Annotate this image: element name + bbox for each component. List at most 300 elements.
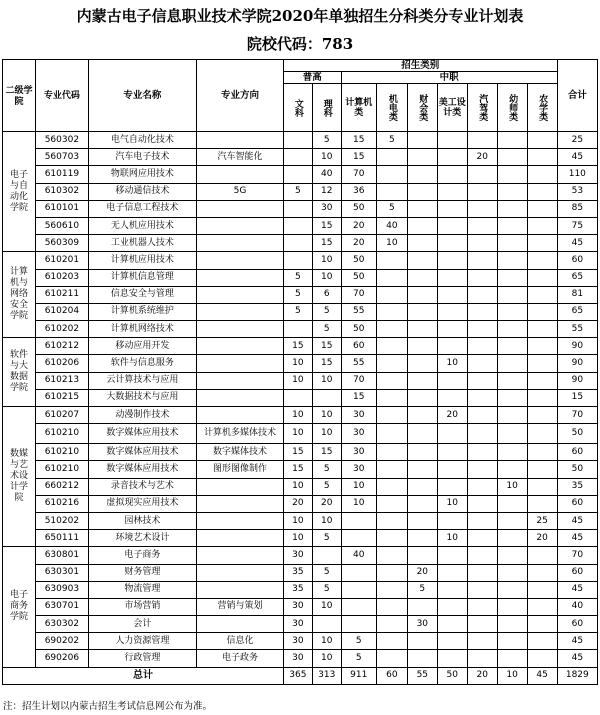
quota-cell	[407, 149, 437, 166]
grand-total-label: 总计	[3, 667, 284, 684]
quota-cell	[527, 183, 557, 200]
table-row	[3, 149, 598, 166]
quota-cell: 10	[312, 372, 341, 389]
table-row	[3, 616, 598, 633]
quota-cell	[407, 166, 437, 183]
major-direction-cell: 5G	[197, 183, 284, 200]
quota-cell	[497, 495, 527, 512]
quota-cell	[497, 303, 527, 320]
table-body	[3, 132, 598, 685]
quota-cell: 55	[341, 355, 376, 372]
row-total-cell: 25	[557, 132, 597, 149]
major-name-cell: 电子信息工程技术	[88, 200, 196, 217]
quota-cell	[437, 303, 467, 320]
quota-cell	[497, 407, 527, 424]
quota-cell	[407, 321, 437, 338]
row-total-cell: 45	[557, 512, 597, 529]
header-vocational: 中职	[341, 72, 557, 84]
quota-cell	[376, 530, 407, 547]
quota-cell	[376, 581, 407, 598]
quota-cell	[467, 200, 497, 217]
quota-cell: 15	[341, 149, 376, 166]
major-name-cell: 大数据技术与应用	[88, 389, 196, 406]
row-total-cell: 45	[557, 235, 597, 252]
quota-cell: 5	[312, 581, 341, 598]
header-wenke: 文科	[283, 84, 312, 132]
grand-total-cell: 313	[312, 667, 341, 684]
quota-cell	[407, 547, 437, 564]
quota-cell	[376, 633, 407, 650]
quota-cell	[467, 269, 497, 286]
major-direction-cell: 营销与策划	[197, 598, 284, 615]
quota-cell	[467, 633, 497, 650]
quota-cell	[376, 616, 407, 633]
major-direction-cell: 计算机多媒体技术	[197, 424, 284, 444]
row-total-cell: 45	[557, 650, 597, 667]
quota-cell	[437, 616, 467, 633]
quota-cell: 10	[312, 512, 341, 529]
quota-cell: 20	[341, 217, 376, 234]
college-cell: 数媒与艺术设计学院	[3, 407, 36, 547]
header-code: 专业代码	[36, 60, 89, 132]
quota-cell: 30	[341, 424, 376, 444]
table-row	[3, 598, 598, 615]
row-total-cell: 55	[557, 321, 597, 338]
row-total-cell: 90	[557, 372, 597, 389]
quota-cell	[407, 200, 437, 217]
major-direction-cell: 电子政务	[197, 650, 284, 667]
quota-cell	[467, 547, 497, 564]
major-direction-cell	[197, 235, 284, 252]
major-code-cell: 630801	[36, 547, 89, 564]
major-name-cell: 物流管理	[88, 581, 196, 598]
quota-cell	[407, 424, 437, 444]
major-direction-cell	[197, 547, 284, 564]
quota-cell: 15	[341, 132, 376, 149]
quota-cell	[497, 235, 527, 252]
table-row	[3, 547, 598, 564]
major-name-cell: 数字媒体应用技术	[88, 461, 196, 478]
major-direction-cell	[197, 581, 284, 598]
quota-cell	[437, 444, 467, 461]
quota-cell	[376, 372, 407, 389]
row-total-cell: 110	[557, 166, 597, 183]
quota-cell: 5	[283, 183, 312, 200]
quota-cell	[497, 444, 527, 461]
quota-cell	[497, 252, 527, 269]
quota-cell	[437, 547, 467, 564]
table-row	[3, 444, 598, 461]
quota-cell: 36	[341, 183, 376, 200]
major-direction-cell	[197, 389, 284, 406]
quota-cell	[467, 132, 497, 149]
quota-cell	[437, 633, 467, 650]
quota-cell	[407, 286, 437, 303]
quota-cell	[497, 547, 527, 564]
major-name-cell: 录音技术与艺术	[88, 478, 196, 495]
table-row	[3, 355, 598, 372]
quota-cell	[497, 530, 527, 547]
quota-cell	[497, 149, 527, 166]
quota-cell: 10	[312, 633, 341, 650]
major-direction-cell	[197, 321, 284, 338]
quota-cell: 20	[407, 564, 437, 581]
quota-cell	[467, 616, 497, 633]
major-name-cell: 计算机应用技术	[88, 252, 196, 269]
header-name: 专业名称	[88, 60, 196, 132]
quota-cell: 35	[283, 581, 312, 598]
quota-cell: 70	[341, 286, 376, 303]
quota-cell: 10	[341, 478, 376, 495]
major-name-cell: 数字媒体应用技术	[88, 444, 196, 461]
quota-cell: 10	[312, 269, 341, 286]
quota-cell	[376, 444, 407, 461]
table-row	[3, 478, 598, 495]
quota-cell: 55	[341, 303, 376, 320]
quota-cell	[467, 461, 497, 478]
major-code-cell: 630301	[36, 564, 89, 581]
major-code-cell: 610302	[36, 183, 89, 200]
quota-cell: 25	[527, 512, 557, 529]
quota-cell: 10	[283, 372, 312, 389]
quota-cell	[437, 235, 467, 252]
major-name-cell: 会计	[88, 616, 196, 633]
major-code-cell: 660212	[36, 478, 89, 495]
major-code-cell: 560309	[36, 235, 89, 252]
row-total-cell: 90	[557, 338, 597, 355]
quota-cell	[376, 355, 407, 372]
quota-cell: 10	[497, 478, 527, 495]
quota-cell	[407, 355, 437, 372]
quota-cell: 5	[407, 581, 437, 598]
quota-cell	[437, 321, 467, 338]
table-row	[3, 372, 598, 389]
table-row	[3, 132, 598, 149]
quota-cell	[527, 149, 557, 166]
table-row	[3, 269, 598, 286]
quota-cell	[376, 321, 407, 338]
major-code-cell: 560703	[36, 149, 89, 166]
quota-cell: 10	[312, 598, 341, 615]
quota-cell: 30	[341, 444, 376, 461]
row-total-cell: 85	[557, 200, 597, 217]
major-name-cell: 工业机器人技术	[88, 235, 196, 252]
major-direction-cell: 信息化	[197, 633, 284, 650]
quota-cell: 10	[283, 530, 312, 547]
quota-cell: 70	[341, 166, 376, 183]
quota-cell: 5	[283, 303, 312, 320]
quota-cell	[341, 512, 376, 529]
major-name-cell: 无人机应用技术	[88, 217, 196, 234]
quota-cell: 5	[376, 132, 407, 149]
quota-cell	[467, 252, 497, 269]
major-code-cell: 610210	[36, 424, 89, 444]
quota-cell	[497, 132, 527, 149]
quota-cell	[376, 598, 407, 615]
quota-cell: 40	[341, 547, 376, 564]
table-row	[3, 389, 598, 406]
quota-cell: 30	[283, 650, 312, 667]
quota-cell	[497, 389, 527, 406]
quota-cell	[341, 564, 376, 581]
grand-total-cell: 55	[407, 667, 437, 684]
quota-cell	[376, 166, 407, 183]
quota-cell: 35	[283, 564, 312, 581]
quota-cell: 10	[283, 424, 312, 444]
major-code-cell: 560302	[36, 132, 89, 149]
quota-cell	[467, 355, 497, 372]
row-total-cell: 35	[557, 478, 597, 495]
row-total-cell: 40	[557, 598, 597, 615]
table-row	[3, 286, 598, 303]
quota-cell	[437, 217, 467, 234]
major-code-cell: 690202	[36, 633, 89, 650]
quota-cell	[437, 183, 467, 200]
major-name-cell: 人力资源管理	[88, 633, 196, 650]
header-total: 合计	[557, 60, 597, 132]
quota-cell	[407, 389, 437, 406]
quota-cell	[497, 200, 527, 217]
quota-cell: 5	[312, 461, 341, 478]
quota-cell	[527, 478, 557, 495]
quota-cell	[467, 303, 497, 320]
quota-cell	[437, 581, 467, 598]
row-total-cell: 75	[557, 217, 597, 234]
major-name-cell: 云计算技术与应用	[88, 372, 196, 389]
major-direction-cell	[197, 530, 284, 547]
major-code-cell: 610206	[36, 355, 89, 372]
quota-cell	[407, 633, 437, 650]
college-cell: 电子与自动化学院	[3, 132, 36, 252]
quota-cell	[467, 581, 497, 598]
major-code-cell: 610204	[36, 303, 89, 320]
quota-cell	[312, 547, 341, 564]
major-direction-cell	[197, 338, 284, 355]
major-code-cell: 610210	[36, 444, 89, 461]
major-name-cell: 软件与信息服务	[88, 355, 196, 372]
quota-cell: 10	[437, 495, 467, 512]
row-total-cell: 70	[557, 547, 597, 564]
quota-cell: 50	[341, 269, 376, 286]
header-meigong: 美工设计类	[437, 84, 467, 132]
major-name-cell: 动漫制作技术	[88, 407, 196, 424]
major-direction-cell	[197, 495, 284, 512]
quota-cell	[497, 338, 527, 355]
quota-cell	[437, 512, 467, 529]
grand-total-cell: 50	[437, 667, 467, 684]
major-code-cell: 610211	[36, 286, 89, 303]
quota-cell	[283, 166, 312, 183]
quota-cell	[467, 407, 497, 424]
quota-cell	[467, 217, 497, 234]
quota-cell	[407, 132, 437, 149]
quota-cell: 10	[312, 252, 341, 269]
quota-cell	[376, 269, 407, 286]
quota-cell	[437, 269, 467, 286]
quota-cell	[376, 407, 407, 424]
quota-cell: 30	[312, 200, 341, 217]
table-row	[3, 321, 598, 338]
quota-cell	[497, 166, 527, 183]
quota-cell	[467, 372, 497, 389]
row-total-cell: 50	[557, 461, 597, 478]
grand-total-cell: 365	[283, 667, 312, 684]
quota-cell: 5	[341, 633, 376, 650]
major-code-cell: 610215	[36, 389, 89, 406]
major-direction-cell: 数字媒体技术	[197, 444, 284, 461]
major-direction-cell	[197, 217, 284, 234]
table-row	[3, 252, 598, 269]
major-code-cell: 630701	[36, 598, 89, 615]
quota-cell	[407, 252, 437, 269]
major-name-cell: 信息安全与管理	[88, 286, 196, 303]
header-like: 理科	[312, 84, 341, 132]
major-code-cell: 630302	[36, 616, 89, 633]
quota-cell	[467, 183, 497, 200]
table-row	[3, 235, 598, 252]
quota-cell	[527, 217, 557, 234]
major-name-cell: 计算机网络技术	[88, 321, 196, 338]
quota-cell	[283, 252, 312, 269]
major-name-cell: 计算机信息管理	[88, 269, 196, 286]
quota-cell	[376, 478, 407, 495]
quota-cell: 30	[407, 616, 437, 633]
quota-cell	[527, 407, 557, 424]
quota-cell: 10	[283, 355, 312, 372]
quota-cell	[497, 321, 527, 338]
quota-cell	[497, 355, 527, 372]
table-row	[3, 530, 598, 547]
header-jisuanji: 计算机类	[341, 84, 376, 132]
row-total-cell: 45	[557, 530, 597, 547]
quota-cell: 50	[341, 252, 376, 269]
quota-cell	[437, 286, 467, 303]
quota-cell	[407, 461, 437, 478]
quota-cell	[467, 564, 497, 581]
quota-cell	[376, 252, 407, 269]
quota-cell	[407, 407, 437, 424]
major-name-cell: 市场营销	[88, 598, 196, 615]
quota-cell: 6	[312, 286, 341, 303]
header-youshi: 幼师类	[497, 84, 527, 132]
quota-cell: 20	[341, 235, 376, 252]
quota-cell	[437, 166, 467, 183]
quota-cell	[341, 598, 376, 615]
quota-cell: 5	[341, 650, 376, 667]
quota-cell	[437, 252, 467, 269]
quota-cell	[437, 424, 467, 444]
quota-cell: 5	[312, 303, 341, 320]
quota-cell	[497, 650, 527, 667]
major-code-cell: 610203	[36, 269, 89, 286]
quota-cell	[283, 200, 312, 217]
table-row	[3, 650, 598, 667]
quota-cell	[341, 530, 376, 547]
quota-cell: 10	[376, 235, 407, 252]
table-row	[3, 512, 598, 529]
row-total-cell: 15	[557, 389, 597, 406]
quota-cell	[467, 235, 497, 252]
row-total-cell: 60	[557, 564, 597, 581]
quota-cell	[407, 598, 437, 615]
row-total-cell: 60	[557, 616, 597, 633]
quota-cell	[497, 512, 527, 529]
major-name-cell: 汽车电子技术	[88, 149, 196, 166]
quota-cell: 15	[283, 338, 312, 355]
quota-cell	[527, 303, 557, 320]
quota-cell	[283, 132, 312, 149]
quota-cell	[407, 338, 437, 355]
major-name-cell: 环境艺术设计	[88, 530, 196, 547]
quota-cell: 5	[376, 200, 407, 217]
header-nongxue: 农学类	[527, 84, 557, 132]
quota-cell	[312, 616, 341, 633]
row-total-cell: 81	[557, 286, 597, 303]
major-direction-cell	[197, 616, 284, 633]
major-code-cell: 560610	[36, 217, 89, 234]
header-jidian: 机电类	[376, 84, 407, 132]
quota-cell: 5	[283, 269, 312, 286]
quota-cell: 10	[283, 512, 312, 529]
quota-cell: 12	[312, 183, 341, 200]
quota-cell	[407, 478, 437, 495]
plan-table	[2, 59, 598, 685]
quota-cell	[467, 389, 497, 406]
quota-cell: 15	[312, 444, 341, 461]
quota-cell	[437, 149, 467, 166]
quota-cell	[467, 495, 497, 512]
quota-cell: 15	[283, 461, 312, 478]
major-code-cell: 610210	[36, 461, 89, 478]
quota-cell	[527, 564, 557, 581]
quota-cell: 30	[283, 598, 312, 615]
major-direction-cell	[197, 132, 284, 149]
quota-cell	[527, 132, 557, 149]
quota-cell	[527, 200, 557, 217]
quota-cell	[341, 616, 376, 633]
major-direction-cell	[197, 269, 284, 286]
major-direction-cell	[197, 372, 284, 389]
quota-cell	[467, 650, 497, 667]
quota-cell	[467, 530, 497, 547]
quota-cell: 20	[312, 495, 341, 512]
major-name-cell: 行政管理	[88, 650, 196, 667]
quota-cell	[437, 338, 467, 355]
quota-cell	[467, 598, 497, 615]
quota-cell	[407, 495, 437, 512]
quota-cell	[467, 424, 497, 444]
quota-cell	[497, 183, 527, 200]
quota-cell: 20	[467, 149, 497, 166]
quota-cell	[527, 269, 557, 286]
quota-cell: 20	[283, 495, 312, 512]
header-category: 招生类别	[283, 60, 557, 72]
row-total-cell: 70	[557, 407, 597, 424]
table-row	[3, 338, 598, 355]
quota-cell: 70	[341, 372, 376, 389]
page-title: 内蒙古电子信息职业技术学院2020年单独招生分科类分专业计划表	[76, 7, 524, 25]
table-row	[3, 183, 598, 200]
quota-cell	[527, 372, 557, 389]
row-total-cell: 45	[557, 581, 597, 598]
grand-total-row	[3, 667, 598, 684]
quota-cell: 15	[312, 338, 341, 355]
major-name-cell: 物联网应用技术	[88, 166, 196, 183]
quota-cell	[376, 424, 407, 444]
quota-cell: 50	[341, 321, 376, 338]
row-total-cell: 65	[557, 303, 597, 320]
major-name-cell: 虚拟现实应用技术	[88, 495, 196, 512]
